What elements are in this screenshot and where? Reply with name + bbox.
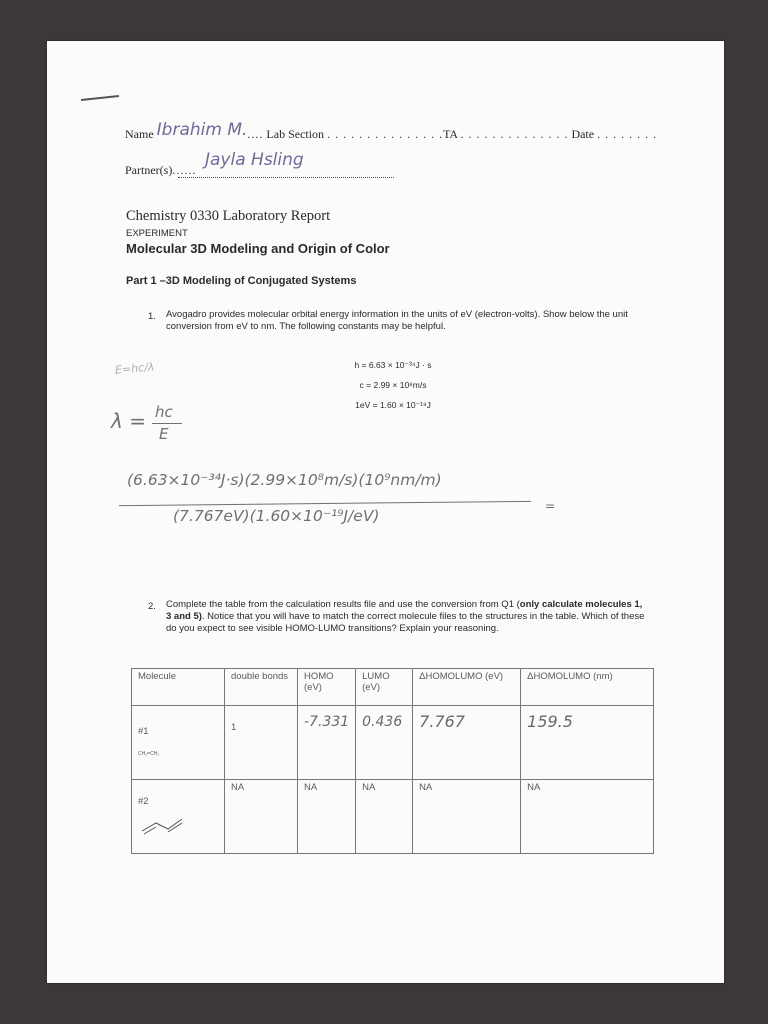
ta-label: TA <box>443 127 458 141</box>
experiment-label: EXPERIMENT <box>126 228 188 239</box>
calc-numerator: (6.63×10⁻³⁴J·s)(2.99×10⁸m/s)(10⁹nm/m) <box>127 471 442 489</box>
calc-denominator: (7.767eV)(1.60×10⁻¹⁹J/eV) <box>173 507 380 525</box>
fraction-bar <box>152 423 182 424</box>
q2-bold-instruction: only calculate molecules 1, 3 and 5) <box>166 599 643 622</box>
table-row: #1 CH₂=CH₂ 1 -7.331 0.436 7.767 159.5 <box>132 706 654 780</box>
q2-number: 2. <box>148 601 156 612</box>
col-homo: HOMO (eV) <box>298 669 356 706</box>
partner-label: Partner(s) <box>125 163 173 177</box>
name-value: Ibrahim M. <box>156 120 248 140</box>
scribble-formula: E=hc/λ <box>114 360 155 377</box>
constant-h: h = 6.63 × 10⁻³⁴J · s <box>354 360 432 370</box>
lambda-equals: λ = <box>111 409 146 433</box>
table-header-row <box>132 669 654 706</box>
lumo-value: 0.436 <box>362 714 403 730</box>
report-title: Chemistry 0330 Laboratory Report <box>126 208 331 224</box>
constants-list <box>333 355 453 415</box>
pen-mark <box>81 95 119 101</box>
partner-dotted-line <box>178 177 394 178</box>
q1-number: 1. <box>148 311 156 322</box>
calc-equals: = <box>545 499 556 513</box>
date-label: Date <box>571 127 595 141</box>
name-label: Name <box>125 127 154 141</box>
name-line: Name Ibrahim M..... Lab Section . . . . . . . . . . . . . . .TA . . . . . . . . . . . . . . Date . . . . . . . . <box>125 120 658 141</box>
worksheet-page <box>47 41 724 983</box>
homo-value: -7.331 <box>304 714 350 730</box>
partner-value: Jayla Hsling <box>205 150 304 170</box>
molecule-cell: #2 <box>132 780 225 854</box>
q2-text: Complete the table from the calculation results file and use the conversion from Q1 (only calculate molecules 1, 3 and 5). Notice that you will have to match the correct molecule files to the structures in the table. Which of these do you expect to see visible HOMO-LUMO transitions? Explain your reasoning. <box>166 599 645 634</box>
fraction-numerator-hc: hc <box>155 403 173 421</box>
fraction-denominator-e: E <box>159 425 169 443</box>
ethene-structure: CH₂=CH₂ <box>138 751 160 757</box>
delta-nm-value: 159.5 <box>527 712 573 731</box>
molecule-cell: #1 CH₂=CH₂ <box>132 706 225 780</box>
butadiene-structure <box>138 813 200 835</box>
col-delta-ev: ΔHOMOLUMO (eV) <box>413 669 521 706</box>
col-molecule: Molecule <box>132 669 225 706</box>
col-double-bonds: double bonds <box>225 669 298 706</box>
partner-line: Partner(s)...... <box>125 163 197 177</box>
results-table <box>131 668 654 854</box>
table-row: #2 NA NA NA NA NA <box>132 780 654 854</box>
experiment-title: Molecular 3D Modeling and Origin of Color <box>126 241 390 256</box>
col-delta-nm: ΔHOMOLUMO (nm) <box>521 669 654 706</box>
part1-heading: Part 1 –3D Modeling of Conjugated Systems <box>126 275 357 287</box>
col-lumo: LUMO (eV) <box>356 669 413 706</box>
calc-fraction-bar <box>119 501 531 506</box>
constant-c: c = 2.99 × 10⁸m/s <box>359 380 427 390</box>
q1-text: Avogadro provides molecular orbital energy information in the units of eV (electron-volts). Show below the unit conversion from eV to nm. The following constants may be helpful. <box>166 309 628 332</box>
constant-ev: 1eV = 1.60 × 10⁻¹⁹J <box>355 400 431 410</box>
lab-section-label: Lab Section <box>266 127 325 141</box>
delta-ev-value: 7.767 <box>419 712 465 731</box>
